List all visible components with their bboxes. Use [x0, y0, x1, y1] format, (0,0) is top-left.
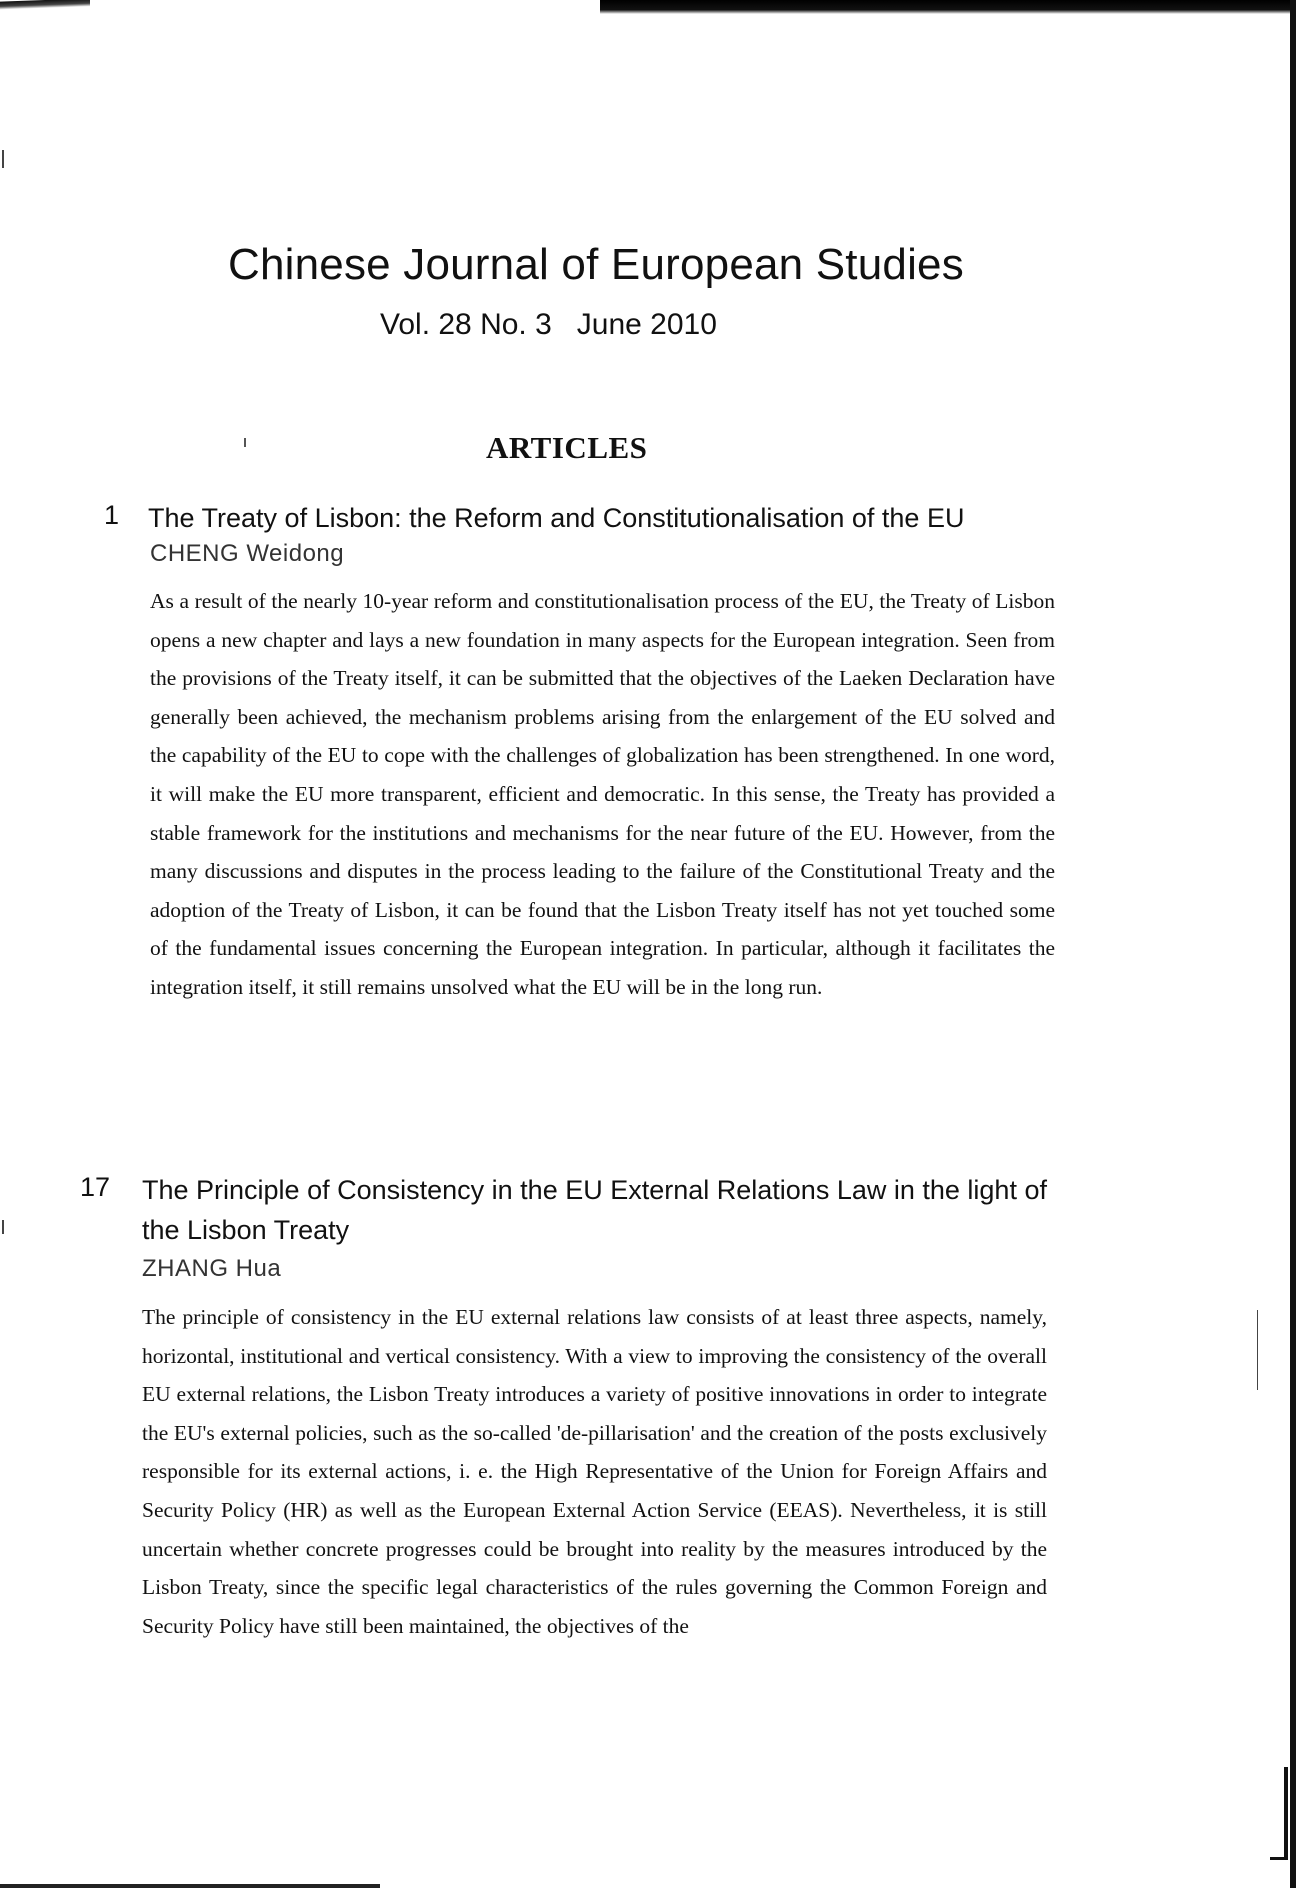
scan-edge-right: [1290, 0, 1296, 1888]
article-abstract: As a result of the nearly 10-year reform and constitutionalisation process of the EU, the Treaty of Lisbon opens a new chapter and lays a new foundation in many aspects for the European integration. Seen from the provisions of the Treaty itself, it can be submitted that the objectives of the Laeken Declaration have generally been achieved, the mechanism problems arising from the enlargement of the EU solved and the capability of the EU to cope with the challenges of globalization has been strengthened. In one word, it will make the EU more transparent, efficient and democratic. In this sense, the Treaty has provided a stable framework for the institutions and mechanisms for the near future of the EU. However, from the many discussions and disputes in the process leading to the failure of the Constitutional Treaty and the adoption of the Treaty of Lisbon, it can be found that the Lisbon Treaty itself has not yet touched some of the fundamental issues concerning the European integration. In particular, although it facilitates the integration itself, it still remains unsolved what the EU will be in the long run.: [150, 589, 1055, 999]
margin-tick-right: [1257, 1310, 1258, 1390]
scan-edge-bottom: [0, 1884, 380, 1888]
journal-issue: Vol. 28 No. 3 June 2010: [380, 308, 717, 341]
scan-edge-top-left: [0, 0, 90, 10]
article-page-number: 1: [104, 500, 120, 530]
binding-bracket: [1270, 1767, 1288, 1860]
margin-tick-top: [2, 150, 4, 168]
article-abstract: The principle of consistency in the EU external relations law consists of at least three aspects, namely, horizontal, institutional and vertical consistency. With a view to improving the consistency of the overall EU external relations, the Lisbon Treaty introduces a variety of positive innovations in order to integrate the EU's external policies, such as the so-called 'de-pillarisation' and the creation of the posts exclusively responsible for its external actions, i. e. the High Representative of the Union for Foreign Affairs and Security Policy (HR) as well as the European External Action Service (EEAS). Nevertheless, it is still uncertain whether concrete progresses could be brought into reality by the measures introduced by the Lisbon Treaty, since the specific legal characteristics of the rules governing the Common Foreign and Security Policy have still been maintained, the objectives of the: [142, 1305, 1047, 1638]
article-author: ZHANG Hua: [142, 1255, 282, 1282]
margin-tick-mid: [2, 1220, 4, 1234]
section-heading: ARTICLES: [486, 430, 648, 465]
article-author: CHENG Weidong: [150, 540, 345, 567]
article-page-number: 17: [80, 1172, 111, 1202]
stray-mark: [244, 438, 246, 447]
journal-title: Chinese Journal of European Studies: [228, 240, 964, 289]
article-title[interactable]: The Principle of Consistency in the EU External Relations Law in the light of the Lisbon Treaty: [142, 1175, 1047, 1245]
scan-edge-top-right: [600, 0, 1296, 14]
article-title[interactable]: The Treaty of Lisbon: the Reform and Constitutionalisation of the EU: [148, 503, 965, 533]
